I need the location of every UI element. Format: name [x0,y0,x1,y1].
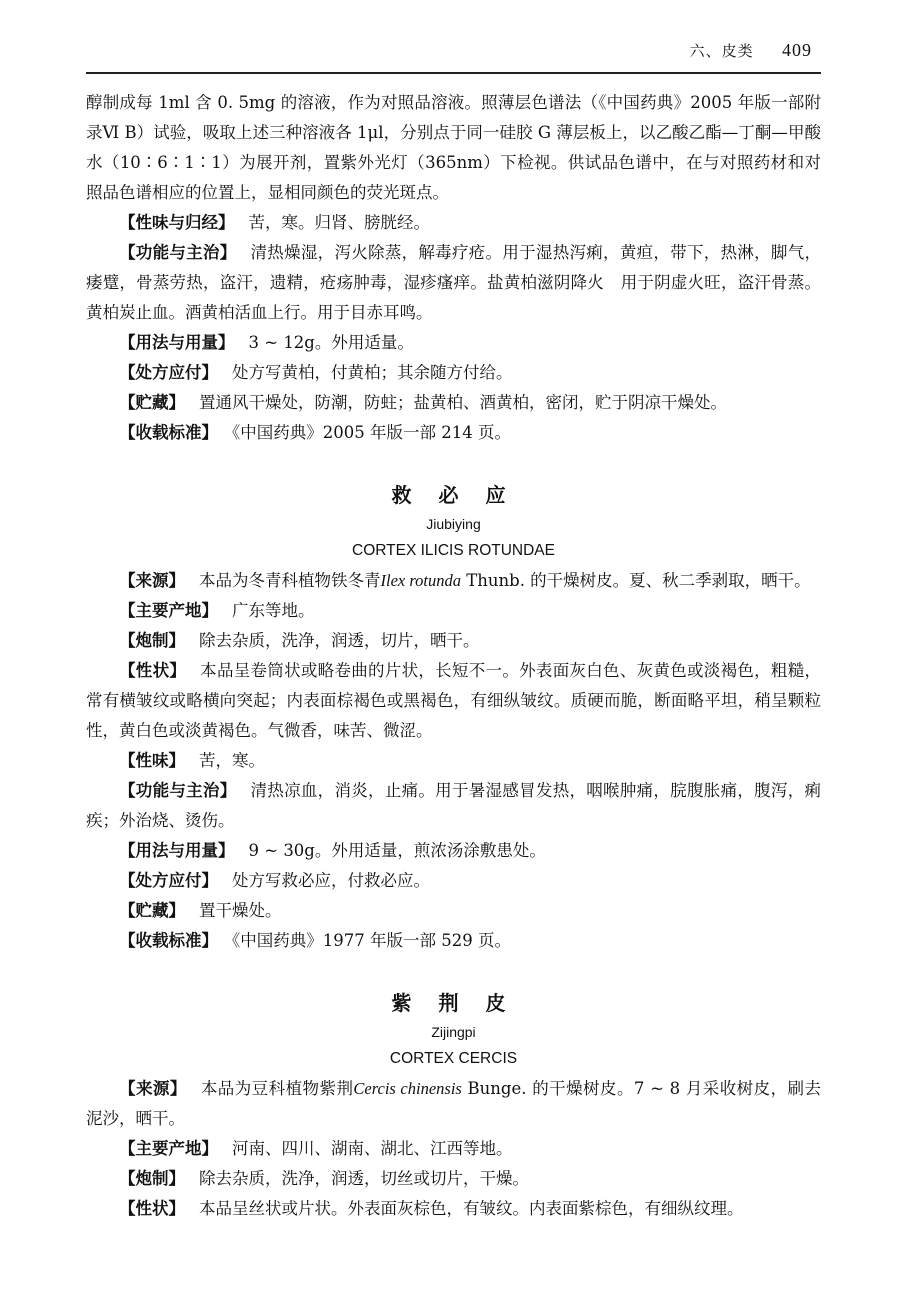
entry-item [86,776,821,836]
item-label: 【炮制】 [119,1169,185,1188]
item-text: 清热凉血，消炎，止痛。用于暑湿感冒发热，咽喉肿痛，脘腹胀痛，腹泻，痢疾；外治烧、烫伤。 [86,781,822,830]
prev-item-storage [86,388,821,418]
prev-item-taste [86,208,821,238]
prev-item-standard [86,418,821,448]
entry-item [86,926,821,956]
item-label: 【性状】 [119,1199,185,1218]
entry-pinyin: Jiubiying [426,516,481,532]
item-text: 除去杂质，洗净，润透，切片，晒干。 [199,631,480,650]
entry-item [86,1164,821,1194]
item-label: 【主要产地】 [119,1139,218,1158]
entry-source [86,1074,821,1134]
entry-item [86,626,821,656]
item-label: 【贮藏】 [119,393,185,412]
item-text: 苦，寒。归肾、膀胱经。 [248,213,430,232]
item-label: 【功能与主治】 [119,243,237,262]
item-text: 清热燥湿，泻火除蒸，解毒疗疮。用于湿热泻痢，黄疸，带下，热淋，脚气，痿躄，骨蒸劳热，盗汗，遗精，疮疡肿毒，湿疹瘙痒。盐黄柏滋阴降火 用于阴虚火旺，盗汗骨蒸。黄柏炭止血。酒黄柏活血上行。用于目赤耳鸣。 [86,243,822,322]
item-label: 【主要产地】 [119,601,218,620]
source-text: 本品为冬青科植物铁冬青 [199,571,381,590]
item-label: 【性味】 [119,751,185,770]
item-label: 【收载标准】 [119,423,218,442]
item-label: 【收载标准】 [119,931,218,950]
entry-item [86,1134,821,1164]
item-label: 【处方应付】 [119,363,218,382]
item-label: 【性状】 [119,661,187,680]
prev-item-prescription [86,358,821,388]
entry-source [86,566,821,596]
item-label: 【处方应付】 [119,871,218,890]
entry-item [86,1194,821,1224]
intro-paragraph: 醇制成每 1ml 含 0. 5mg 的溶液，作为对照品溶液。照薄层色谱法（《中国药典》2005 年版一部附录Ⅵ B）试验，吸取上述三种溶液各 1μl，分别点于同一硅胶 G 薄层板上，以乙酸乙酯—丁酮—甲酸水（10∶6∶1∶1）为展开剂，置紫外光灯（365nm）下检视。供试品色谱中，在与对照药材和对照品色谱相应的位置上，显相同颜色的荧光斑点。 [86,93,821,202]
entry-latin-name: CORTEX CERCIS [389,1050,518,1067]
item-label: 【贮藏】 [119,901,185,920]
entry-item [86,656,821,746]
entry-title: 紫 荆 皮 [391,991,516,1015]
section-name: 六、皮类 [689,42,754,60]
entry-item [86,596,821,626]
item-label: 【用法与用量】 [119,841,235,860]
item-text: 河南、四川、湖南、湖北、江西等地。 [232,1139,513,1158]
prev-item-dosage [86,328,821,358]
item-label: 【用法与用量】 [119,333,235,352]
entry-item [86,866,821,896]
item-label: 【来源】 [119,1079,187,1098]
item-text: 置干燥处。 [199,901,282,920]
item-text: 《中国药典》1977 年版一部 529 页。 [232,931,511,950]
entry-title: 救 必 应 [391,483,516,507]
item-text: 本品呈丝状或片状。外表面灰棕色，有皱纹。内表面紫棕色，有细纵纹理。 [199,1199,744,1218]
header-rule [86,72,821,74]
entry-item [86,836,821,866]
entry-pinyin: Zijingpi [431,1024,476,1040]
source-text: 本品为豆科植物紫荆 [200,1079,354,1098]
item-text: 《中国药典》2005 年版一部 214 页。 [232,423,511,442]
species-name: Ilex rotunda [380,571,461,590]
running-head [690,40,812,61]
source-text-cont: Bunge. 的干燥树皮。7 ~ 8 月采收树皮，刷去泥沙，晒干。 [86,1079,821,1128]
entry-item [86,746,821,776]
item-label: 【功能与主治】 [119,781,237,800]
item-text: 除去杂质，洗净，润透，切丝或切片，干燥。 [199,1169,529,1188]
item-text: 处方写救必应，付救必应。 [232,871,430,890]
item-label: 【来源】 [119,571,185,590]
page-body [86,88,821,1224]
item-label: 【炮制】 [119,631,185,650]
item-text: 处方写黄柏，付黄柏；其余随方付给。 [232,363,513,382]
item-text: 苦，寒。 [199,751,265,770]
item-text: 本品呈卷筒状或略卷曲的片状，长短不一。外表面灰白色、灰黄色或淡褐色，粗糙，常有横皱纹或略横向突起；内表面棕褐色或黑褐色，有细纵皱纹。质硬而脆，断面略平坦，稍呈颗粒性，黄白色或淡黄褐色。气微香，味苦、微涩。 [86,661,822,740]
item-text: 广东等地。 [232,601,315,620]
entry-latin-name: CORTEX ILICIS ROTUNDAE [352,542,555,559]
page-number: 409 [782,40,812,60]
source-text-cont: Thunb. 的干燥树皮。夏、秋二季剥取，晒干。 [461,571,811,590]
species-name: Cercis chinensis [353,1079,462,1098]
item-text: 置通风干燥处，防潮，防蛀；盐黄柏、酒黄柏，密闭，贮于阴凉干燥处。 [199,393,727,412]
prev-item-function [86,238,821,328]
item-text: 9 ~ 30g。外用适量，煎浓汤涂敷患处。 [248,841,546,860]
item-label: 【性味与归经】 [119,213,235,232]
entry-item [86,896,821,926]
item-text: 3 ~ 12g。外用适量。 [248,333,414,352]
